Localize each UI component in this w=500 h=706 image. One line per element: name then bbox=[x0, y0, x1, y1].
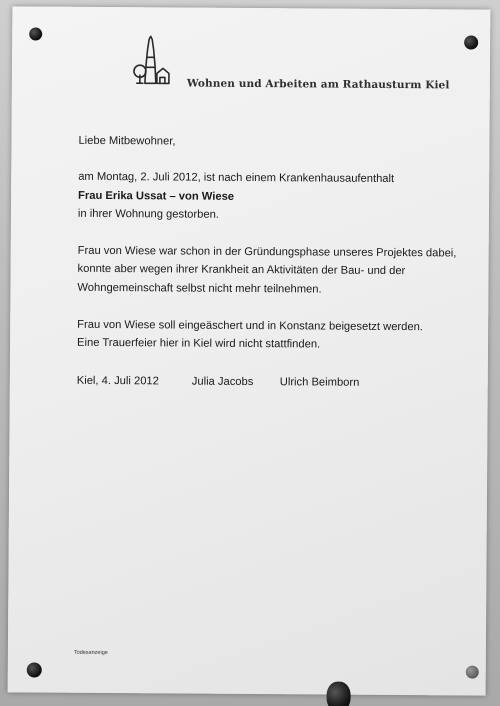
para2-line3: Wohngemeinschaft selbst nicht mehr teilnehmen. bbox=[77, 281, 322, 296]
paper-sheet bbox=[8, 6, 491, 695]
salutation: Liebe Mitbewohner, bbox=[78, 134, 176, 148]
pin-bottom-middle-icon bbox=[326, 682, 350, 706]
para1-line1: am Montag, 2. Juli 2012, ist nach einem Krankenhausaufenthalt bbox=[78, 171, 395, 186]
para2-line2: konnte aber wegen ihrer Krankheit an Aktivitäten der Bau- und der bbox=[77, 263, 406, 278]
pin-top-left-icon bbox=[29, 27, 42, 40]
pin-bottom-left-icon bbox=[27, 662, 42, 677]
letter-body bbox=[77, 132, 479, 392]
place-date: Kiel, 4. Juli 2012 bbox=[76, 374, 159, 388]
signature-row bbox=[77, 371, 477, 392]
signer-2: Ulrich Beimborn bbox=[279, 375, 360, 389]
pin-bottom-right-icon bbox=[466, 666, 479, 679]
para2-line1: Frau von Wiese war schon in der Gründungsphase unseres Projektes dabei, bbox=[77, 244, 457, 260]
signer-1: Julia Jacobs bbox=[191, 375, 254, 388]
para3-line2: Eine Trauerfeier hier in Kiel wird nicht stattfinden. bbox=[77, 337, 321, 351]
para3-line1: Frau von Wiese soll eingeäschert und in Konstanz beigesetzt werden. bbox=[77, 318, 423, 334]
document-type-label: Todesanzeige bbox=[73, 649, 108, 657]
organization-name: Wohnen und Arbeiten am Rathausturm Kiel bbox=[186, 77, 450, 92]
para1-line3: in ihrer Wohnung gestorben. bbox=[77, 207, 219, 221]
rathausturm-tree-logo-icon bbox=[130, 35, 174, 87]
deceased-name: Frau Erika Ussat – von Wiese bbox=[78, 189, 235, 203]
pin-top-right-icon bbox=[464, 35, 478, 49]
